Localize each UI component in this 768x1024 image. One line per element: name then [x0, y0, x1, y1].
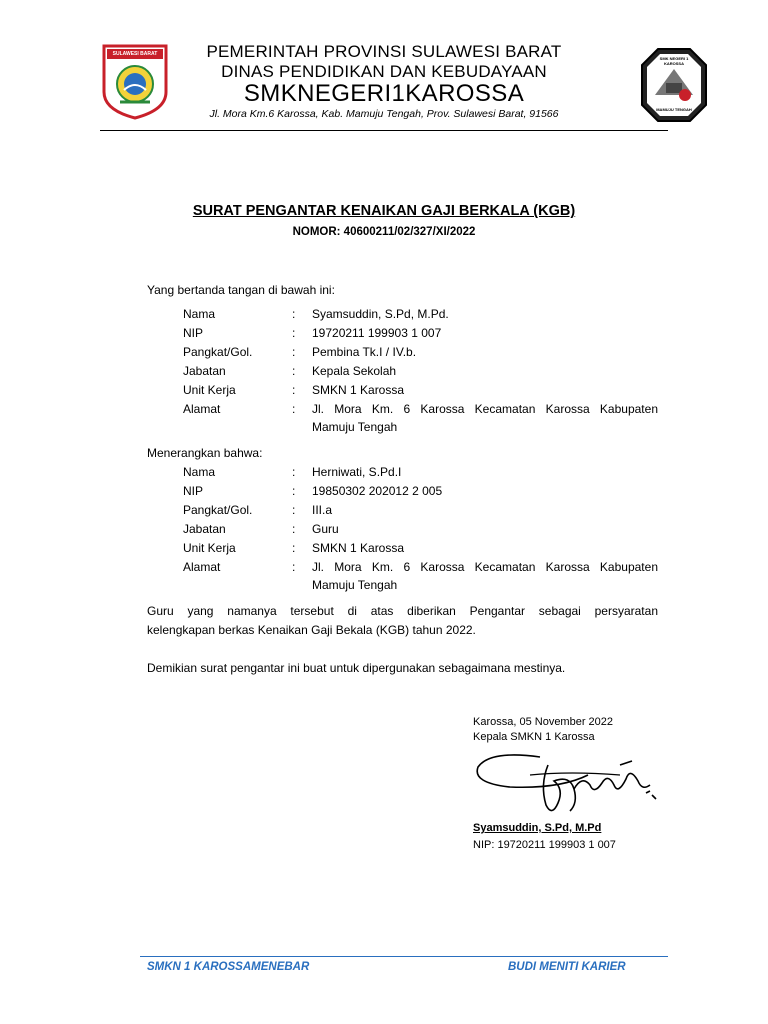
- province-logo-text: SULAWESI BARAT: [112, 51, 158, 57]
- field-label: Nama: [183, 307, 216, 321]
- body-paragraph-line-1: Guru yang namanya tersebut di atas diberikan Pengantar sebagai persyaratan: [147, 604, 658, 618]
- document-title: [0, 203, 768, 219]
- letterhead-address: Jl. Mora Km.6 Karossa, Kab. Mamuju Tengah, Prov. Sulawesi Barat, 91566: [209, 108, 559, 120]
- field-value-continued: Mamuju Tengah: [312, 578, 398, 592]
- field-colon: :: [292, 383, 296, 397]
- field-label: Unit Kerja: [183, 383, 236, 397]
- field-value: Jl. Mora Km. 6 Karossa Kecamatan Karossa Kabupaten: [312, 560, 658, 574]
- field-value: 19850302 202012 2 005: [312, 484, 443, 498]
- field-value: Guru: [312, 522, 339, 536]
- field-colon: :: [292, 503, 296, 517]
- field-value: Kepala Sekolah: [312, 364, 397, 378]
- school-logo-text-top: SMK NEGERI 1 KAROSSA: [659, 56, 689, 66]
- field-colon: :: [292, 345, 296, 359]
- field-colon: :: [292, 522, 296, 536]
- subject-alamat-row: [0, 560, 768, 592]
- field-label: Unit Kerja: [183, 541, 236, 555]
- school-logo-text-bottom: MAMUJU TENGAH: [656, 107, 692, 112]
- footer-motto-left: SMKN 1 KAROSSAMENEBAR: [147, 961, 310, 973]
- field-value: Jl. Mora Km. 6 Karossa Kecamatan Karossa Kabupaten: [312, 402, 658, 416]
- field-colon: :: [292, 326, 296, 340]
- field-colon: :: [292, 307, 296, 321]
- footer-motto-right: BUDI MENITI KARIER: [508, 961, 626, 973]
- signature-name: Syamsuddin, S.Pd, M.Pd: [473, 822, 602, 834]
- field-value: SMKN 1 Karossa: [312, 541, 405, 555]
- signature-nip: NIP: 19720211 199903 1 007: [473, 839, 616, 851]
- field-colon: :: [292, 484, 296, 498]
- closing-paragraph: Demikian surat pengantar ini buat untuk dipergunakan sebagaimana mestinya.: [147, 661, 566, 675]
- field-value: III.a: [312, 503, 333, 517]
- field-label: NIP: [183, 484, 204, 498]
- subject-unit-row: [0, 541, 768, 559]
- field-value-continued: Mamuju Tengah: [312, 420, 398, 434]
- subject-nama-row: [0, 465, 768, 483]
- field-colon: :: [292, 402, 296, 416]
- field-colon: :: [292, 465, 296, 479]
- signer-nama-row: [0, 307, 768, 325]
- subject-nip-row: [0, 484, 768, 502]
- field-label: Jabatan: [183, 364, 226, 378]
- footer-divider: [140, 956, 668, 957]
- field-label: Pangkat/Gol.: [183, 503, 253, 517]
- letterhead-divider: [100, 130, 668, 131]
- handwritten-signature: [470, 745, 670, 825]
- field-colon: :: [292, 560, 296, 574]
- signer-alamat-row: [0, 402, 768, 434]
- letterhead-province: PEMERINTAH PROVINSI SULAWESI BARAT: [206, 42, 562, 61]
- field-value: 19720211 199903 1 007: [312, 326, 442, 340]
- body-paragraph-line-2: kelengkapan berkas Kenaikan Gaji Bekala (KGB) tahun 2022.: [147, 623, 476, 637]
- signer-unit-row: [0, 383, 768, 401]
- intro-text: Yang bertanda tangan di bawah ini:: [147, 283, 335, 297]
- letterhead-school: SMKNEGERI1KAROSSA: [243, 80, 525, 107]
- signature-position: Kepala SMKN 1 Karossa: [473, 731, 595, 743]
- subject-pangkat-row: [0, 503, 768, 521]
- field-label: Alamat: [183, 402, 221, 416]
- signature-place-date: Karossa, 05 November 2022: [473, 716, 614, 728]
- subject-jabatan-row: [0, 522, 768, 540]
- field-label: Alamat: [183, 560, 221, 574]
- menerangkan-text: Menerangkan bahwa:: [147, 446, 263, 460]
- field-value: Herniwati, S.Pd.I: [312, 465, 402, 479]
- field-value: Pembina Tk.I / IV.b.: [312, 345, 417, 359]
- signer-jabatan-row: [0, 364, 768, 382]
- field-label: Pangkat/Gol.: [183, 345, 253, 359]
- field-label: Jabatan: [183, 522, 226, 536]
- letterhead-department: DINAS PENDIDIKAN DAN KEBUDAYAAN: [221, 62, 547, 81]
- signer-pangkat-row: [0, 345, 768, 363]
- field-value: SMKN 1 Karossa: [312, 383, 405, 397]
- field-colon: :: [292, 364, 296, 378]
- signer-nip-row: [0, 326, 768, 344]
- field-label: Nama: [183, 465, 216, 479]
- field-value: Syamsuddin, S.Pd, M.Pd.: [312, 307, 449, 321]
- document-number: NOMOR: 40600211/02/327/XI/2022: [292, 226, 476, 238]
- field-label: NIP: [183, 326, 204, 340]
- field-colon: :: [292, 541, 296, 555]
- document-title-text: SURAT PENGANTAR KENAIKAN GAJI BERKALA (KGB): [192, 203, 576, 219]
